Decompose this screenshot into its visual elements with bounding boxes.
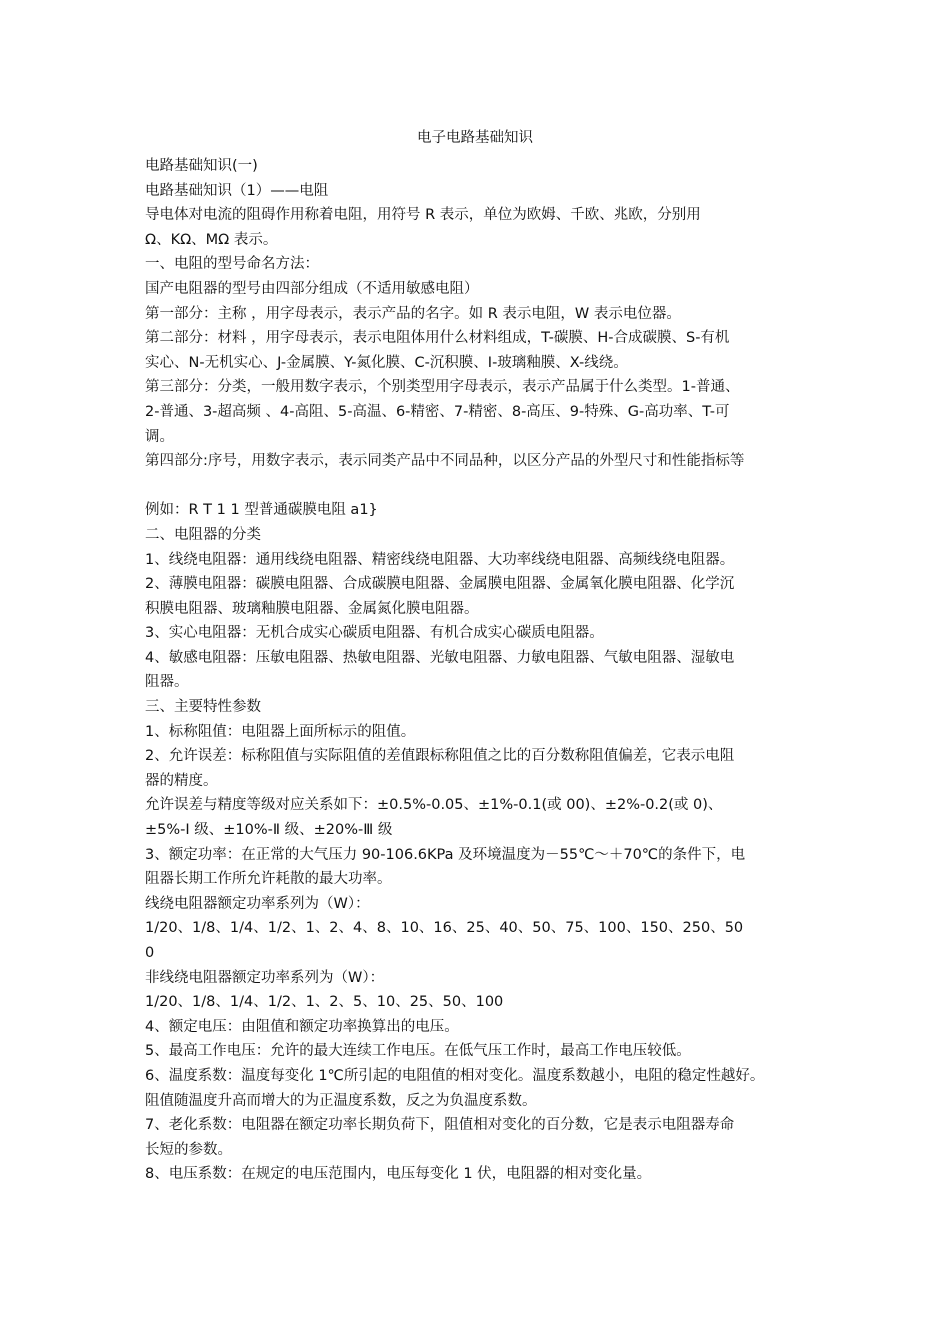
text-line: 线绕电阻器额定功率系列为（W）： [145, 895, 370, 912]
text-line: 6、温度系数：温度每变化 1℃所引起的电阻值的相对变化。温度系数越小，电阻的稳定性越好。 [145, 1067, 765, 1084]
text-line: 积膜电阻器、玻璃釉膜电阻器、金属氮化膜电阻器。 [145, 600, 479, 617]
text-line: 非线绕电阻器额定功率系列为（W）： [145, 969, 385, 986]
text-line: 器的精度。 [145, 772, 218, 789]
text-line: 阻器。 [145, 674, 189, 691]
text-line: 2、薄膜电阻器：碳膜电阻器、合成碳膜电阻器、金属膜电阻器、金属氧化膜电阻器、化学沉 [145, 576, 735, 593]
text-line: 长短的参数。 [145, 1141, 232, 1158]
text-line: 2-普通、3-超高频 、4-高阻、5-高温、6-精密、7-精密、8-高压、9-特殊、G-高功率、T-可 [145, 403, 730, 420]
text-line: 4、敏感电阻器：压敏电阻器、热敏电阻器、光敏电阻器、力敏电阻器、气敏电阻器、湿敏电 [145, 649, 735, 666]
text-line: 实心、N-无机实心、J-金属膜、Y-氮化膜、C-沉积膜、I-玻璃釉膜、X-线绕。 [145, 354, 628, 371]
text-line: 1/20、1/8、1/4、1/2、1、2、4、8、10、16、25、40、50、75、100、150、250、50 [145, 920, 744, 937]
document-title: 电子电路基础知识 [417, 130, 533, 146]
text-line: ±5%-Ⅰ 级、±10%-Ⅱ 级、±20%-Ⅲ 级 [145, 822, 393, 839]
text-line: 1、线绕电阻器：通用线绕电阻器、精密线绕电阻器、大功率线绕电阻器、高频线绕电阻器。 [145, 551, 735, 568]
text-line: 例如：R T 1 1 型普通碳膜电阻 a1} [145, 502, 378, 519]
text-line: 第四部分:序号，用数字表示，表示同类产品中不同品种，以区分产品的外型尺寸和性能指标等 [145, 453, 745, 470]
blank-line [145, 474, 835, 499]
text-line: 调。 [145, 428, 174, 445]
text-line: 3、额定功率：在正常的大气压力 90-106.6KPa 及环境温度为－55℃～＋70℃的条件下，电 [145, 846, 746, 863]
text-line: 电路基础知识(一) [145, 158, 258, 174]
text-line: 4、额定电压：由阻值和额定功率换算出的电压。 [145, 1018, 459, 1035]
text-line: 第二部分：材料 ，用字母表示，表示电阻体用什么材料组成，T-碳膜、H-合成碳膜、S-有机 [145, 330, 730, 347]
text-line: 二、电阻器的分类 [145, 526, 261, 543]
text-line: 导电体对电流的阻碍作用称着电阻，用符号 R 表示，单位为欧姆、千欧、兆欧，分别用 [145, 207, 701, 224]
text-line: 8、电压系数：在规定的电压范围内，电压每变化 1 伏，电阻器的相对变化量。 [145, 1166, 652, 1183]
document-body [145, 154, 835, 1187]
text-line: 一、电阻的型号命名方法： [145, 256, 319, 273]
text-line: 1/20、1/8、1/4、1/2、1、2、5、10、25、50、100 [145, 994, 504, 1011]
text-line: 电路基础知识（1）——电阻 [145, 182, 329, 199]
text-line: 第三部分：分类，一般用数字表示，个别类型用字母表示，表示产品属于什么类型。1-普通、 [145, 379, 740, 396]
text-line: 阻器长期工作所允许耗散的最大功率。 [145, 871, 392, 888]
text-line: 0 [145, 945, 155, 961]
text-line: 1、标称阻值：电阻器上面所标示的阻值。 [145, 723, 416, 740]
text-line: 第一部分：主称 ，用字母表示，表示产品的名字。如 R 表示电阻，W 表示电位器。 [145, 305, 681, 322]
text-line: 三、主要特性参数 [145, 699, 261, 716]
text-line: 阻值随温度升高而增大的为正温度系数，反之为负温度系数。 [145, 1092, 537, 1109]
text-line: 2、允许误差：标称阻值与实际阻值的差值跟标称阻值之比的百分数称阻值偏差，它表示电阻 [145, 748, 735, 765]
text-line: 7、老化系数：电阻器在额定功率长期负荷下，阻值相对变化的百分数，它是表示电阻器寿命 [145, 1117, 735, 1134]
text-line: 国产电阻器的型号由四部分组成（不适用敏感电阻） [145, 280, 479, 297]
text-line: 3、实心电阻器：无机合成实心碳质电阻器、有机合成实心碳质电阻器。 [145, 625, 604, 642]
text-line: 允许误差与精度等级对应关系如下：±0.5%-0.05、±1%-0.1(或 00)、±2%-0.2(或 0)、 [145, 797, 723, 814]
text-line: 5、最高工作电压：允许的最大连续工作电压。在低气压工作时，最高工作电压较低。 [145, 1043, 691, 1060]
text-line: Ω、KΩ、MΩ 表示。 [145, 231, 278, 248]
